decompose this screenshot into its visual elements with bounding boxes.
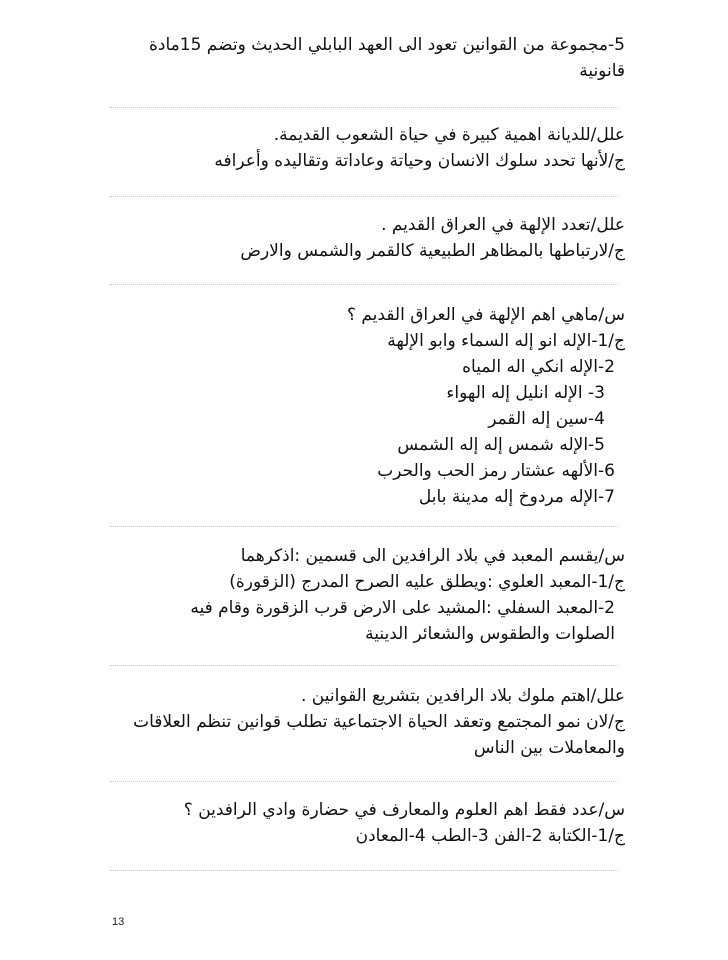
list-item: 2-الإله انكي اله المياه: [462, 357, 615, 377]
question-line: علل/تعدد الإلهة في العراق القديم .: [381, 215, 625, 235]
answer-line: 2-المعبد السفلي :المشيد على الارض قرب الزقورة وقام فيه: [190, 598, 615, 618]
list-item: 7-الإله مردوخ إله مدينة بابل: [418, 487, 615, 507]
question-line: س/يقسم المعبد في بلاد الرافدين الى قسمين :اذكرهما: [240, 546, 625, 566]
question-line: علل/للديانة اهمية كبيرة في حياة الشعوب القديمة.: [273, 125, 625, 145]
question-line: علل/اهتم ملوك بلاد الرافدين بتشريع القوانين .: [300, 686, 625, 706]
answer-line: ج/لان نمو المجتمع وتعقد الحياة الاجتماعية تطلب قوانين تنظم العلاقات: [133, 712, 625, 732]
page-number: 13: [112, 916, 125, 928]
list-item: 4-سين إله القمر: [488, 409, 605, 429]
list-item: ج/1-الإله انو إله السماء وابو الإلهة: [387, 331, 625, 351]
divider: [110, 526, 618, 527]
divider: [110, 196, 618, 197]
divider: [110, 284, 618, 285]
section-temple-parts: [110, 543, 625, 647]
answer-line: والمعاملات بين الناس: [473, 738, 625, 758]
answer-line: ج/لارتباطها بالمظاهر الطبيعية كالقمر والشمس والارض: [240, 241, 625, 261]
divider: [110, 781, 618, 782]
answer-line: ج/1-الكتابة 2-الفن 3-الطب 4-المعادن: [355, 826, 625, 846]
section-sciences: [110, 797, 625, 849]
section-main-gods: [110, 302, 625, 510]
list-item: 3- الإله انليل إله الهواء: [446, 383, 605, 403]
text-line: قانونية: [579, 61, 625, 81]
divider: [110, 107, 618, 108]
section-multiple-gods: [110, 212, 625, 264]
section-law-making: [110, 683, 625, 761]
divider: [110, 870, 618, 871]
section-law-code-note: [110, 32, 625, 84]
divider: [110, 665, 618, 666]
answer-line: الصلوات والطقوس والشعائر الدينية: [365, 624, 615, 644]
answer-line: ج/1-المعبد العلوي :ويطلق عليه الصرح المدرج (الزقورة): [229, 572, 625, 592]
question-line: س/عدد فقط اهم العلوم والمعارف في حضارة وادي الرافدين ؟: [183, 800, 625, 820]
text-line: 5-مجموعة من القوانين تعود الى العهد البابلي الحديث وتضم 15مادة: [149, 35, 625, 55]
answer-line: ج/لأنها تحدد سلوك الانسان وحياتة وعاداتة وتقاليده وأعرافه: [214, 151, 625, 171]
list-item: 5-الإله شمس إله إله الشمس: [397, 435, 605, 455]
section-religion-importance: [110, 122, 625, 174]
question-line: س/ماهي اهم الإلهة في العراق القديم ؟: [346, 305, 625, 325]
list-item: 6-الألهه عشتار رمز الحب والحرب: [377, 461, 615, 481]
